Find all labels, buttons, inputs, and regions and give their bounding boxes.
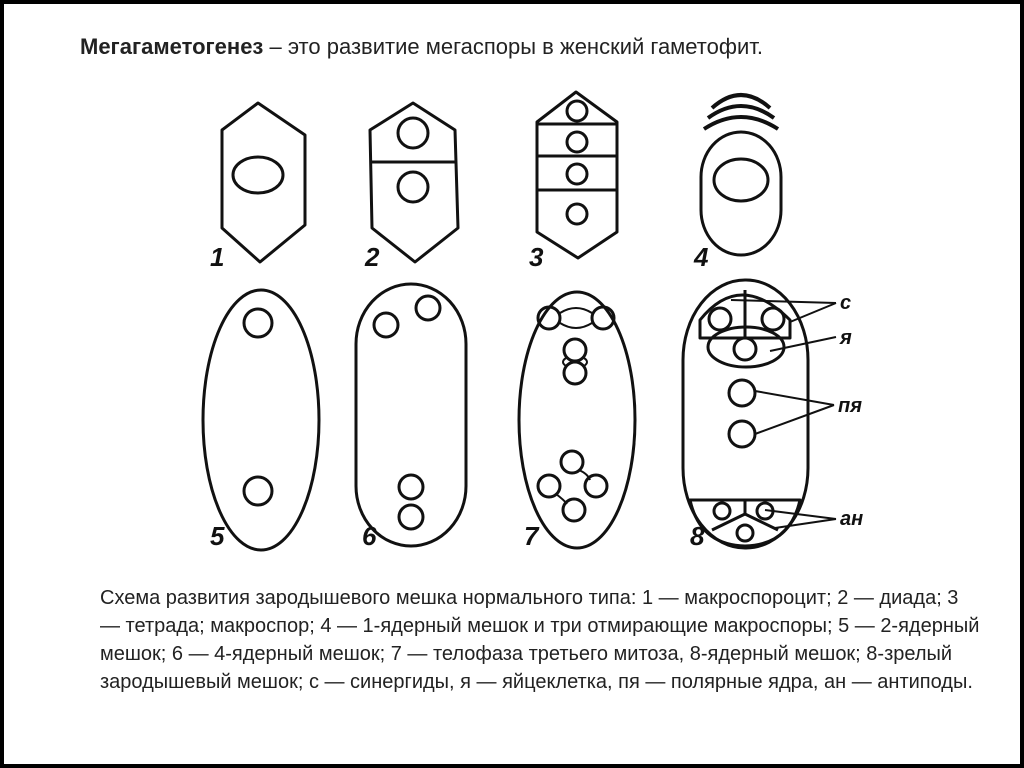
stage-7-telophase [519, 292, 635, 548]
stage-7-sac-outline [519, 292, 635, 548]
stage-8-leader-lines [731, 300, 836, 528]
stage-6-nucleus-2 [416, 296, 440, 320]
stage-4-one-nucleate-sac [701, 95, 781, 255]
stage-2-nucleus-lower [398, 172, 428, 202]
stage-1-megasporocyte [222, 103, 305, 262]
label-egg-cell: я [840, 327, 852, 349]
figure-caption: Схема развития зародышевого мешка нормального типа: 1 — макроспороцит; 2 — диада; 3 — тетрада; макроспор; 4 — 1-ядерный мешок и три отмирающие макроспоры; 5 — 2-ядерный мешок; 6 — 4-ядерный мешок; 7 — телофаза третьего митоза, 8-ядерный мешок; 8-зрелый зародышевый мешок; с — синергиды, я — яйцеклетка, пя — полярные ядра, ан — антиподы. [100, 587, 980, 693]
stage-6-four-nucleate-sac [356, 284, 466, 546]
stage-5-nucleus-upper [244, 309, 272, 337]
structure-labels [838, 292, 863, 530]
stage-6-sac-outline [356, 284, 466, 546]
stage-4-degenerating-spore-3 [704, 117, 778, 129]
title-definition: – это развитие мегаспоры в женский гаметофит. [263, 34, 764, 59]
stage-7-nucleus-3 [564, 339, 586, 361]
stage-8-polar-nucleus-upper [729, 380, 755, 406]
stage-8-antipode-nucleus-1 [714, 503, 730, 519]
stage-8-egg-nucleus [734, 338, 756, 360]
leader-antipodes-1 [765, 510, 836, 519]
stage-2-nucleus-upper [398, 118, 428, 148]
stage-7-spindle-lower-1 [579, 470, 590, 480]
stage-3-tetrad [537, 92, 617, 258]
stage-number-5: 5 [210, 521, 225, 551]
leader-polar-upper [755, 391, 834, 405]
stage-number-7: 7 [524, 521, 539, 551]
stage-8-polar-nucleus-lower [729, 421, 755, 447]
stage-5-sac-outline [203, 290, 319, 550]
stage-number-6: 6 [362, 521, 377, 551]
leader-polar-lower [755, 405, 834, 434]
stage-8-synergid-nucleus-left [709, 308, 731, 330]
label-synergids: с [840, 292, 852, 314]
stage-8-mature-embryo-sac [683, 280, 836, 548]
stage-4-nucleus [714, 159, 768, 201]
stage-3-spore-4 [567, 204, 587, 224]
stage-8-antipode-nucleus-3 [737, 525, 753, 541]
stage-number-1: 1 [210, 242, 225, 272]
stage-3-spore-3 [567, 164, 587, 184]
leader-antipodes-2 [775, 519, 836, 528]
stage-7-spindle-top [560, 308, 592, 328]
stage-5-two-nucleate-sac [203, 290, 319, 550]
stage-7-nucleus-4 [564, 362, 586, 384]
leader-synergids-1 [731, 300, 836, 303]
stage-2-dyad [370, 103, 458, 262]
label-polar-nuclei: пя [838, 395, 862, 417]
stage-3-cell-outline [537, 92, 617, 258]
title-term: Мегагаметогенез [80, 34, 264, 59]
stage-2-cell-outline [370, 103, 458, 262]
stage-8-synergid-nucleus-right [762, 308, 784, 330]
stage-6-nucleus-1 [374, 313, 398, 337]
stage-3-spore-1 [567, 101, 587, 121]
stage-5-nucleus-lower [244, 477, 272, 505]
stage-3-spore-2 [567, 132, 587, 152]
stage-number-3: 3 [529, 242, 544, 272]
label-antipodes: ан [840, 508, 864, 530]
stage-number-2: 2 [365, 242, 380, 272]
stage-number-8: 8 [690, 521, 705, 551]
stage-4-sac-outline [701, 132, 781, 255]
stage-6-nucleus-4 [399, 505, 423, 529]
stage-7-spindle-lower-2 [556, 494, 567, 504]
stage-1-nucleus [233, 157, 283, 193]
stage-6-nucleus-3 [399, 475, 423, 499]
stage-number-4: 4 [694, 242, 709, 272]
